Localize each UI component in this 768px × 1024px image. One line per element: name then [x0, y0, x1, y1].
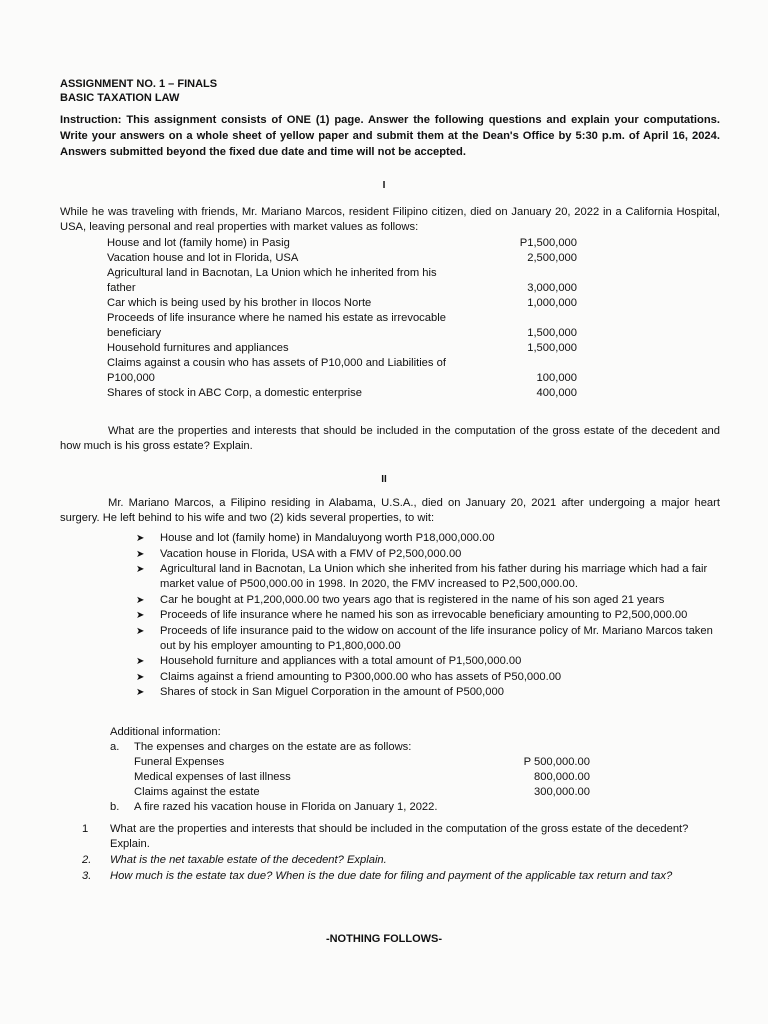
- expense-label: Medical expenses of last illness: [134, 771, 291, 783]
- part-one-numeral: I: [382, 180, 386, 191]
- item-marker: a.: [110, 741, 120, 753]
- assignment-title: ASSIGNMENT NO. 1 – FINALS: [60, 78, 218, 90]
- list-item-text: Proceeds of life insurance where he named his son as irrevocable beneficiary amounting to P2,500,000.00: [160, 609, 688, 621]
- question-item: [78, 853, 720, 868]
- property-row: [107, 386, 577, 401]
- additional-item-b: [110, 800, 590, 815]
- estate-properties-list: [136, 531, 721, 701]
- property-row: [107, 251, 577, 266]
- arrow-bullet-icon: ➤: [136, 610, 145, 621]
- list-item: [136, 547, 721, 562]
- list-item-text: House and lot (family home) in Mandaluyong worth P18,000,000.00: [160, 532, 495, 544]
- question-number: 2.: [82, 854, 92, 866]
- property-row: [107, 266, 577, 296]
- property-amount: 400,000: [536, 387, 577, 399]
- part-one-question: What are the properties and interests that should be included in the computation of the gross estate of the decedent and how much is his gross estate? Explain.: [60, 425, 720, 452]
- list-item: [136, 685, 721, 700]
- property-label: Vacation house and lot in Florida, USA: [107, 252, 299, 264]
- arrow-bullet-icon: ➤: [136, 564, 145, 575]
- question-text: What are the properties and interests that should be included in the computation of the gross estate of the decedent? Explain.: [110, 823, 689, 850]
- property-label: Household furnitures and appliances: [107, 342, 289, 354]
- arrow-bullet-icon: ➤: [136, 533, 145, 544]
- property-label: Car which is being used by his brother in Ilocos Norte: [107, 297, 372, 309]
- question-text: What is the net taxable estate of the decedent? Explain.: [110, 854, 387, 866]
- list-item: [136, 608, 721, 623]
- list-item-text: Claims against a friend amounting to P300,000.00 who has assets of P50,000.00: [160, 670, 562, 683]
- item-marker: b.: [110, 801, 120, 813]
- expense-label: Claims against the estate: [134, 786, 260, 798]
- property-label: Claims against a cousin who has assets of P10,000 and Liabilities of P100,000: [107, 357, 446, 384]
- property-amount: 1,000,000: [527, 297, 577, 309]
- list-item-text: Shares of stock in San Miguel Corporation in the amount of P500,000: [160, 686, 504, 698]
- list-item: [136, 670, 721, 685]
- list-item-text: Vacation house in Florida, USA with a FMV of P2,500,000.00: [160, 547, 462, 560]
- question-item: [78, 822, 720, 852]
- property-row: [107, 296, 577, 311]
- list-item: [136, 593, 721, 608]
- arrow-bullet-icon: ➤: [136, 656, 145, 667]
- property-list: [107, 236, 577, 401]
- property-row: [107, 341, 577, 356]
- property-row: [107, 236, 577, 251]
- list-item: [136, 654, 721, 669]
- nothing-follows-footer: -NOTHING FOLLOWS-: [325, 933, 443, 945]
- part-one-intro: [60, 205, 720, 235]
- expense-row: [110, 755, 590, 770]
- property-label: House and lot (family home) in Pasig: [107, 237, 290, 249]
- additional-info-title: Additional information:: [110, 726, 221, 738]
- property-amount: 100,000: [536, 372, 577, 384]
- list-item-text: Agricultural land in Bacnotan, La Union which she inherited from his father during his marriage which had a fair market value of P500,000.00 in 1998. In 2020, the FMV increased to P2,500,000.00.: [160, 563, 708, 590]
- expense-amount: P 500,000.00: [523, 756, 590, 768]
- arrow-bullet-icon: ➤: [136, 548, 145, 560]
- document-heading: [60, 77, 217, 105]
- question-text: How much is the estate tax due? When is the due date for filing and payment of the applicable tax return and tax?: [110, 870, 673, 882]
- question-number: 3.: [82, 870, 92, 882]
- part-two-numeral: II: [381, 474, 387, 485]
- additional-item-a: [110, 740, 590, 755]
- question-list: [78, 822, 720, 885]
- expense-label: Funeral Expenses: [134, 756, 225, 768]
- question-item: [78, 869, 720, 884]
- property-row: [107, 311, 577, 341]
- arrow-bullet-icon: ➤: [136, 671, 145, 683]
- expense-amount: 800,000.00: [534, 771, 590, 783]
- property-label: Shares of stock in ABC Corp, a domestic enterprise: [107, 387, 362, 399]
- part-one-intro-text: While he was traveling with friends, Mr. Mariano Marcos, resident Filipino citizen, died on January 20, 2022 in a California Hospital, USA, leaving personal and real properties with market values as follows:: [60, 206, 720, 233]
- expense-amount: 300,000.00: [534, 786, 590, 798]
- arrow-bullet-icon: ➤: [136, 687, 145, 698]
- additional-information: [110, 725, 590, 815]
- property-label: Proceeds of life insurance where he named his estate as irrevocable beneficiary: [107, 312, 446, 339]
- arrow-bullet-icon: ➤: [136, 625, 145, 637]
- item-text: A fire razed his vacation house in Florida on January 1, 2022.: [134, 801, 438, 813]
- course-title: BASIC TAXATION LAW: [60, 92, 180, 104]
- list-item-text: Proceeds of life insurance paid to the widow on account of the life insurance policy of Mr. Mariano Marcos taken out by his employer amounting to P1,800,000.00: [160, 624, 713, 652]
- property-amount: 1,500,000: [527, 327, 577, 339]
- part-two-intro: Mr. Mariano Marcos, a Filipino residing in Alabama, U.S.A., died on January 20, 2021 after undergoing a major heart surgery. He left behind to his wife and two (2) kids several properties, to wit:: [60, 497, 720, 524]
- property-amount: P1,500,000: [519, 237, 577, 249]
- property-row: [107, 356, 577, 386]
- property-label: Agricultural land in Bacnotan, La Union which he inherited from his father: [107, 267, 437, 294]
- expense-row: [110, 785, 590, 800]
- property-amount: 1,500,000: [527, 342, 577, 354]
- item-text: The expenses and charges on the estate are as follows:: [134, 741, 412, 753]
- property-amount: 2,500,000: [527, 252, 577, 264]
- list-item-text: Household furniture and appliances with a total amount of P1,500,000.00: [160, 655, 522, 667]
- list-item-text: Car he bought at P1,200,000.00 two years ago that is registered in the name of his son aged 21 years: [160, 593, 665, 606]
- question-number: 1: [82, 823, 89, 835]
- instruction-text: Instruction: This assignment consists of ONE (1) page. Answer the following questions and explain your computations. Write your answers on a whole sheet of yellow paper and submit them at the Dean's Office by 5:30 p.m. of April 16, 2024. Answers submitted beyond the fixed due date and time will not be accepted.: [60, 114, 720, 158]
- property-amount: 3,000,000: [527, 282, 577, 294]
- expense-row: [110, 770, 590, 785]
- list-item: [136, 562, 721, 592]
- list-item: [136, 531, 721, 546]
- list-item: [136, 624, 721, 654]
- arrow-bullet-icon: ➤: [136, 594, 145, 606]
